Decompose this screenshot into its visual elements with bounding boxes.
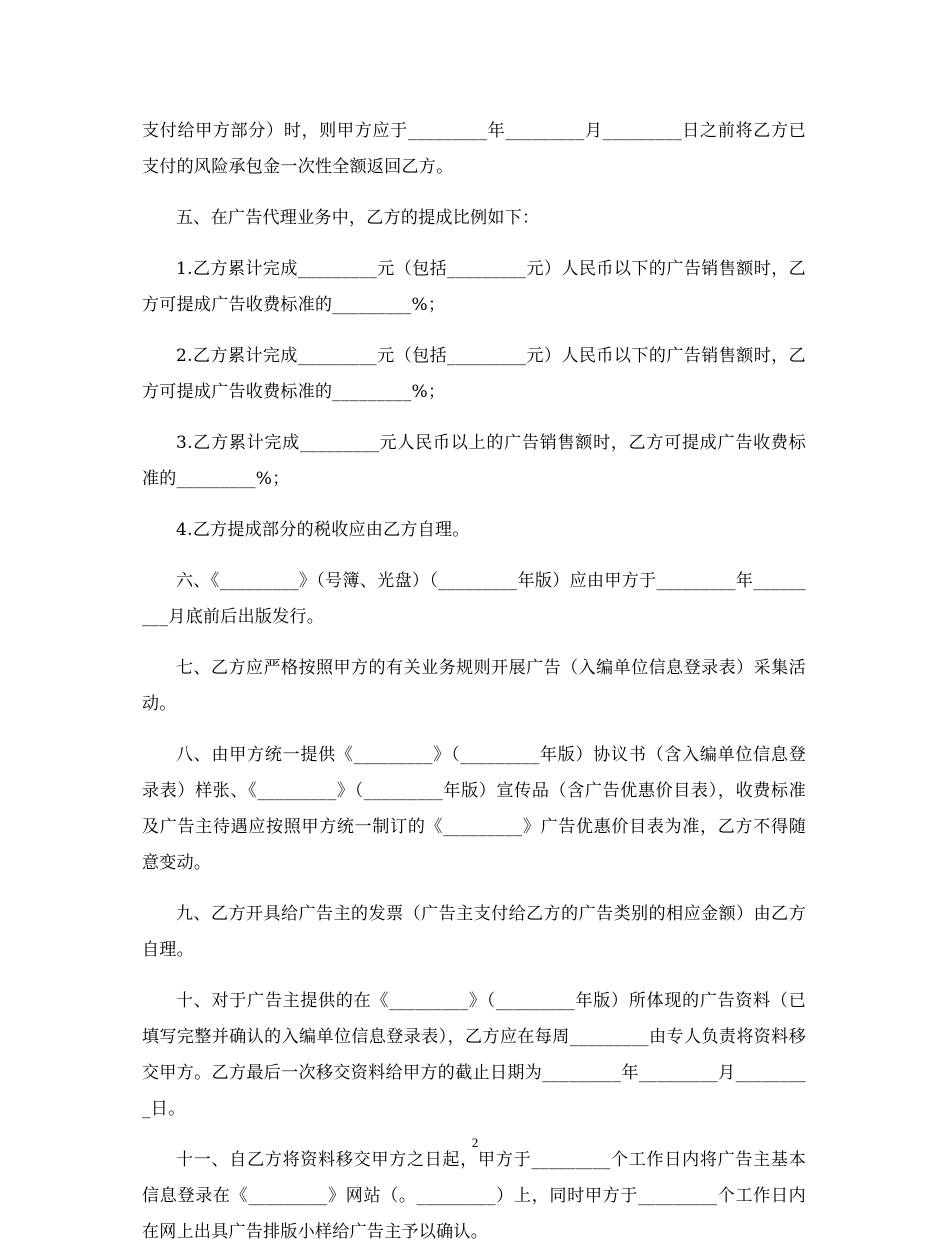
- paragraph-gap: [142, 323, 806, 338]
- paragraph-gap: [142, 410, 806, 425]
- paragraph-gap: [142, 548, 806, 563]
- paragraph-clause-4-continued: 支付给甲方部分）时，则甲方应于_________年_________月_________日之前将乙方已支付的风险承包金一次性全额返回乙方。: [142, 121, 806, 177]
- paragraph-gap: [142, 722, 806, 737]
- document-body: [142, 113, 806, 1250]
- paragraph-clause-5-item-1: 1.乙方累计完成_________元（包括_________元）人民币以下的广告销售额时，乙方可提成广告收费标准的_________%；: [142, 259, 806, 315]
- paragraph-clause-10: 十、对于广告主提供的在《_________》（_________年版）所体现的广告资料（已填写完整并确认的入编单位信息登录表），乙方应在每周_________由专人负责将资料移交甲方。乙方最后一次移交资料给甲方的截止日期为_________年_________月_________日。: [142, 991, 806, 1119]
- paragraph-clause-5: 五、在广告代理业务中，乙方的提成比例如下：: [176, 208, 540, 228]
- paragraph-gap: [142, 968, 806, 983]
- paragraph-clause-8: 八、由甲方统一提供《_________》（_________年版）协议书（含入编单位信息登录表）样张、《_________》（_________年版）宣传品（含广告优惠价目表），收费标准及广告主待遇应按照甲方统一制订的《_________》广告优惠价目表为准，乙方不得随意变动。: [142, 745, 806, 873]
- paragraph-gap: [142, 497, 806, 512]
- paragraph-clause-5-item-3: 3.乙方累计完成_________元人民币以上的广告销售额时，乙方可提成广告收费标准的_________%；: [142, 433, 806, 489]
- paragraph-gap: [142, 236, 806, 251]
- paragraph-gap: [142, 881, 806, 896]
- page-number: 2: [471, 1135, 479, 1150]
- paragraph-clause-5-item-4: 4.乙方提成部分的税收应由乙方自理。: [176, 520, 470, 540]
- paragraph-clause-9: 九、乙方开具给广告主的发票（广告主支付给乙方的广告类别的相应金额）由乙方自理。: [142, 904, 806, 960]
- paragraph-gap: [142, 635, 806, 650]
- paragraph-clause-6: 六、《_________》（号簿、光盘）（_________年版）应由甲方于_________年_________月底前后出版发行。: [142, 571, 806, 627]
- paragraph-clause-7: 七、乙方应严格按照甲方的有关业务规则开展广告（入编单位信息登录表）采集活动。: [142, 658, 806, 714]
- paragraph-gap: [142, 185, 806, 200]
- paragraph-clause-11: 十一、自乙方将资料移交甲方之日起，甲方于_________个工作日内将广告主基本信息登录在《_________》网站（。_________）上，同时甲方于_________个工作日内在网上出具广告排版小样给广告主予以确认。: [142, 1150, 806, 1242]
- paragraph-clause-5-item-2: 2.乙方累计完成_________元（包括_________元）人民币以下的广告销售额时，乙方可提成广告收费标准的_________%；: [142, 346, 806, 402]
